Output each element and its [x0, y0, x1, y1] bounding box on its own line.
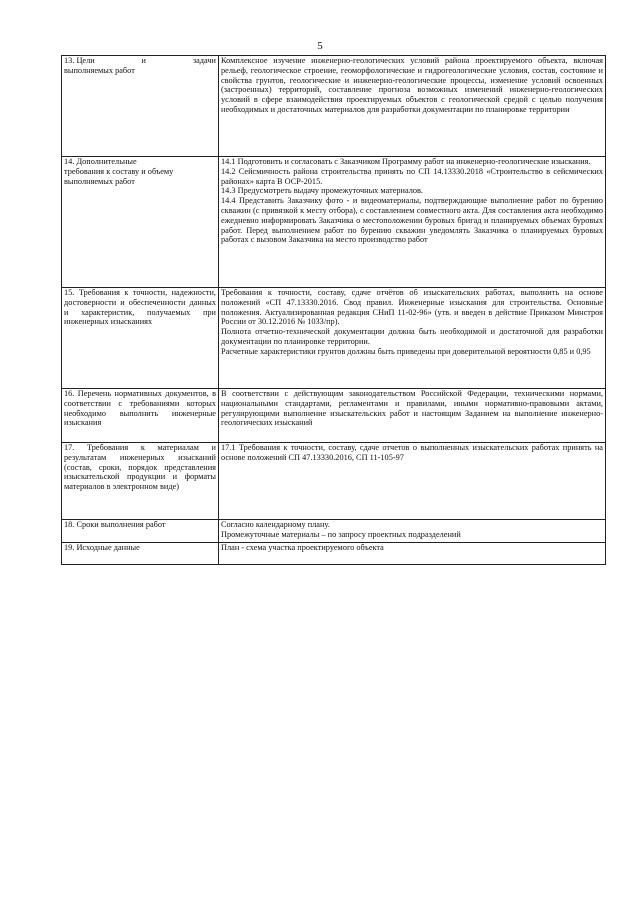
row-content: Согласно календарному плану. [221, 520, 330, 529]
row-label-cell [62, 543, 219, 565]
row-content: План - схема участка проектируемого объекта [221, 543, 384, 552]
row-content-cell [219, 443, 606, 520]
row-content: 14.4 Представить Заказчику фото - и видеоматериалы, подтверждающие выполнение работ по бурению скважин (с привязкой к месту отбора), с составлением совместного акта. Для составления акта необходимо ежедневно информировать Заказчика о местоположении буровых бригад и планируемых объемах буровых работ. Перед выполнением работ по бурению скважин уведомлять Заказчика о планируемых буровых работах с вызовом Заказчика на место производство работ [221, 196, 603, 245]
requirements-table [61, 55, 606, 565]
row-content-cell [219, 520, 606, 543]
row-content: 14.3 Предусмотреть выдачу промежуточных материалов. [221, 186, 423, 196]
row-content: Полнота отчетно-технической документации должна быть необходимой и достаточной для разработки документации по планировке территории. [221, 327, 603, 346]
row-label: 19. Исходные данные [64, 543, 140, 552]
table-row [62, 443, 606, 520]
row-content: Расчетные характеристики грунтов должны быть приведены при доверительной вероятности 0,85 и 0,95 [221, 346, 591, 356]
page-number: 5 [317, 40, 323, 52]
row-content-cell [219, 56, 606, 157]
table-row [62, 543, 606, 565]
table-row [62, 288, 606, 389]
table-row [62, 520, 606, 543]
row-content-cell [219, 543, 606, 565]
row-content: В соответствии с действующим законодательством Российской Федерации, техническими нормами, национальными стандартами, регламентами и правилами, иными нормативно-правовыми актами, регулирующими выполнение изыскательских работ и настоящим Заданием на выполнение инженерно-геологических изысканий [221, 389, 603, 428]
row-label: выполняемых работ [64, 176, 135, 186]
row-label: 16. Перечень нормативных документов, в соответствии с требованиями которых необходимо выполнить инженерные изыскания [64, 389, 216, 428]
row-label: 18. Сроки выполнения работ [64, 520, 166, 529]
row-content-cell [219, 157, 606, 288]
row-content: Промежуточные материалы – по запросу проектных подразделений [221, 529, 461, 539]
row-label-cell [62, 288, 219, 389]
row-label-cell [62, 443, 219, 520]
row-content-cell [219, 389, 606, 443]
row-label-cell [62, 157, 219, 288]
row-content: 17.1 Требования к точности, составу, сдаче отчетов о выполненных изыскательских работах принять на основе положений СП 47.13330.2016, СП 11-105-97 [221, 443, 603, 462]
row-content: Требования к точности, составу, сдаче отчётов об изыскательских работах, выполнить на основе положений «СП 47.13330.2016. Свод правил. Инженерные изыскания для строительства. Основные положения. Актуализированная редакция СНиП 11-02-96» (утв. и введен в действие Приказом Минстроя России от 30.12.2016 № 1033/пр). [221, 288, 603, 327]
row-label: требования к составу и объему [64, 166, 174, 176]
table-row [62, 157, 606, 288]
row-content: 14.2 Сейсмичность района строительства принять по СП 14.13330.2018 «Строительство в сейсмических районах» карта В ОСР-2015. [221, 166, 603, 186]
row-content: Комплексное изучение инженерно-геологических условий района проектируемого объекта, включая рельеф, геологическое строение, геоморфологические и гидрогеологические условия, состав, состояние и свойства грунтов, геологические и инженерно-геологические процессы, изменение условий освоенных (застроенных) территорий, составление прогноза возможных изменений инженерно-геологических условий в сфере взаимодействия проектируемых объектов с геологической средой с целью получения необходимых и достаточных материалов для разработки документации по планировке территории [221, 56, 603, 114]
row-label: выполняемых работ [64, 65, 135, 75]
row-label: 17. Требования к материалам и результатам инженерных изысканий (состав, сроки, порядок представления изыскательской продукции и форматы материалов в электронном виде) [64, 443, 216, 492]
row-content-cell [219, 288, 606, 389]
row-label-cell [62, 389, 219, 443]
row-label: 13. Цели и задачи [64, 56, 216, 65]
table-row [62, 56, 606, 157]
row-label: 14. Дополнительные [64, 157, 137, 166]
row-content: 14.1 Подготовить и согласовать с Заказчиком Программу работ на инженерно-геологические изыскания. [221, 157, 591, 166]
table-row [62, 389, 606, 443]
row-label: 15. Требования к точности, надежности, достоверности и обеспеченности данных и характеристик, получаемых при инженерных изысканиях [64, 288, 216, 327]
row-label-cell [62, 520, 219, 543]
row-label-cell [62, 56, 219, 157]
